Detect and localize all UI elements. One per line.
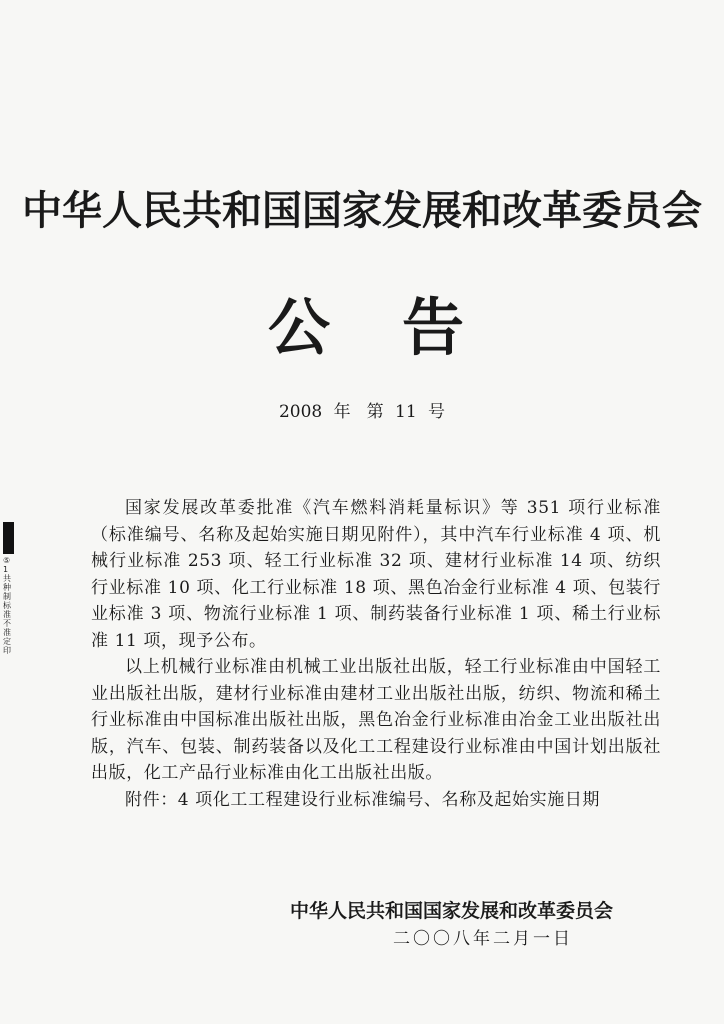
document-year: 2008 年 xyxy=(278,402,351,422)
document-type-char-1: 公 xyxy=(268,291,331,364)
document-issue-number: 第 11 号 xyxy=(366,402,446,422)
document-type-char-2: 告 xyxy=(402,291,465,364)
side-stamp-text: ⑤1 共种制标准不准定印 xyxy=(3,556,11,655)
signature-organization: 中华人民共和国国家发展和改革委员会 xyxy=(290,900,614,922)
attachment-note: 附件：4 项化工工程建设行业标准编号、名称及起始实施日期 xyxy=(125,789,601,810)
document-number xyxy=(0,400,724,424)
side-stamp-bar xyxy=(3,522,14,554)
body-paragraph-2: 以上机械行业标准由机械工业出版社出版，轻工行业标准由中国轻工业出版社出版，建材行业标准由建材工业出版社出版，纺织、物流和稀土行业标准由中国标准出版社出版，黑色冶金行业标准由冶金工业出版社出版，汽车、包装、制药装备以及化工工程建设行业标准由中国计划出版社出版，化工产品行业标准由化工出版社出版。 xyxy=(91,657,661,783)
body-paragraph-1: 国家发展改革委批准《汽车燃料消耗量标识》等 351 项行业标准（标准编号、名称及起始实施日期见附件），其中汽车行业标准 4 项、机械行业标准 253 项、轻工行业标准 32 项、建材行业标准 14 项、纺织行业标准 10 项、化工行业标准 18 项、黑色冶金行业标准 4 项、包装行业标准 3 项、物流行业标准 1 项、制药装备行业标准 1 项、稀土行业标准 11 项，现予公布。 xyxy=(91,498,661,651)
issuing-organization-title: 中华人民共和国国家发展和改革委员会 xyxy=(22,187,702,234)
announcement-body xyxy=(91,495,661,813)
signature-date: 二〇〇八年二月一日 xyxy=(393,929,573,949)
side-stamp xyxy=(3,522,14,655)
